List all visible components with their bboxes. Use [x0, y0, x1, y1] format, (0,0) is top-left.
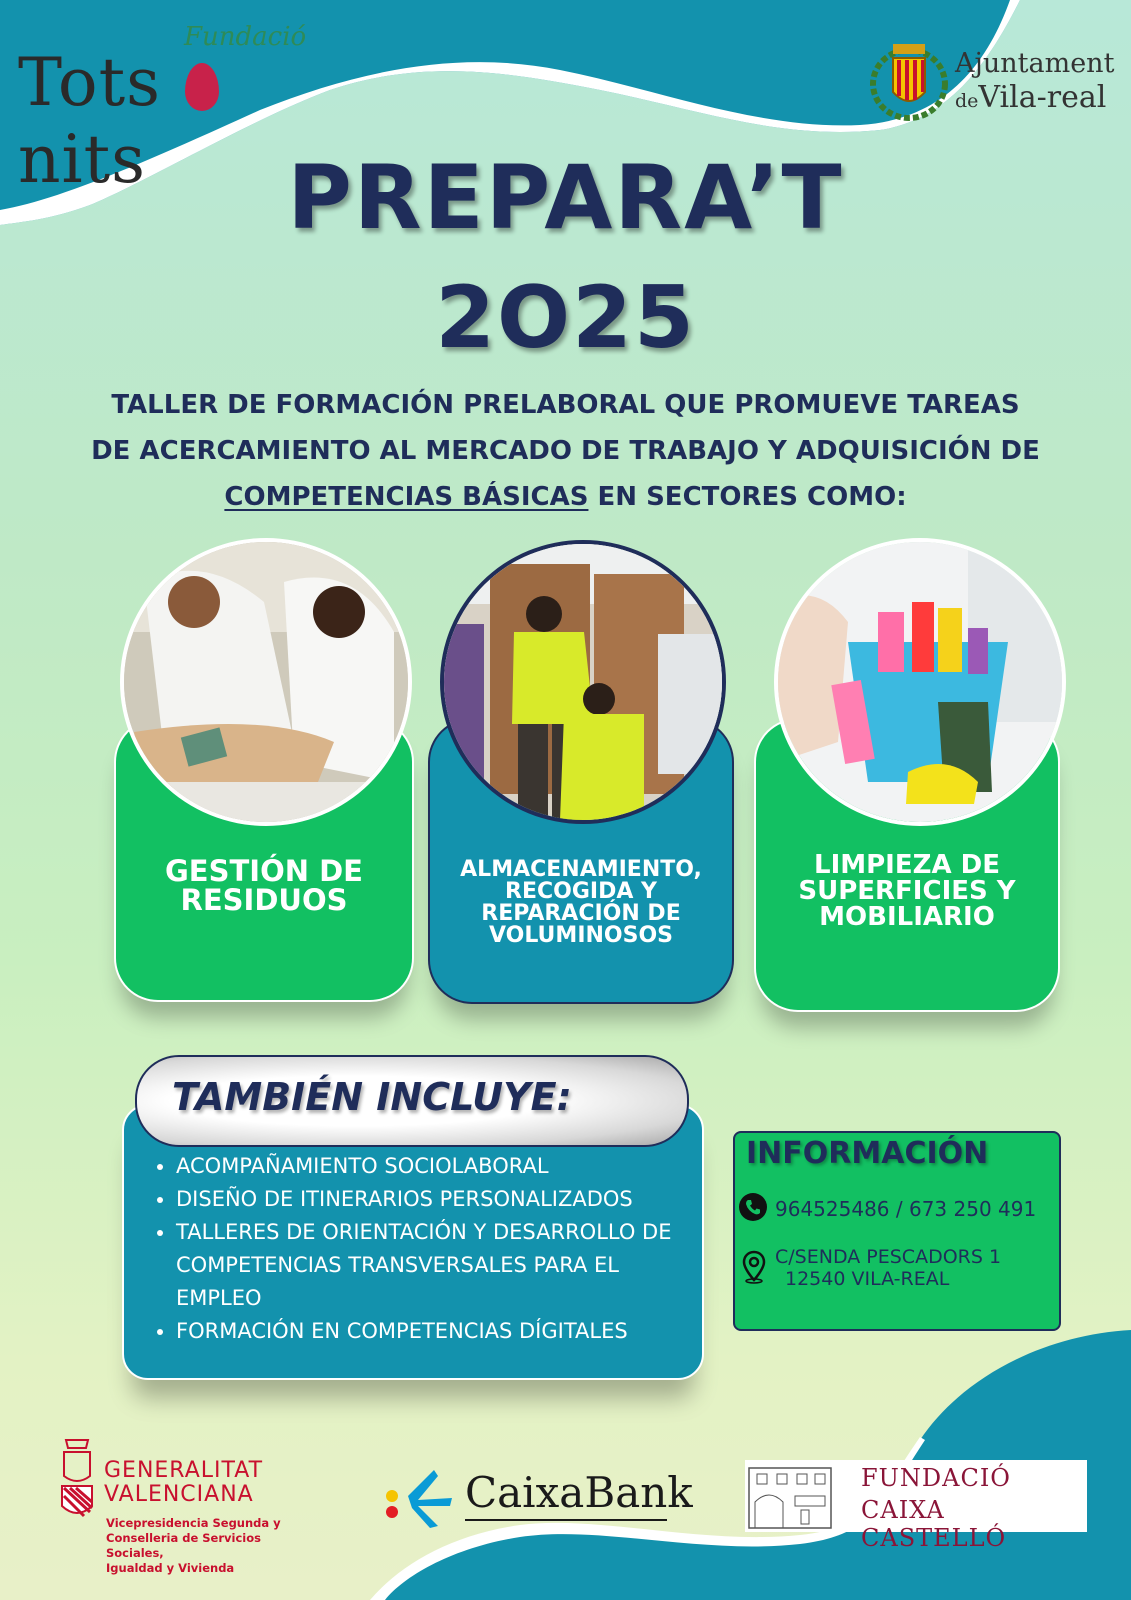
- info-title: INFORMACIÓN: [746, 1136, 989, 1171]
- vila-real-label: deVila-real: [955, 80, 1107, 115]
- subtitle-line-1: TALLER DE FORMACIÓN PRELABORAL QUE PROMUEVE TAREAS: [111, 390, 1020, 420]
- location-pin-icon: [742, 1250, 766, 1284]
- phone-icon: [738, 1192, 768, 1222]
- sector-label: ALMACENAMIENTO,: [460, 857, 702, 882]
- list-item: • TALLERES DE ORIENTACIÓN Y DESARROLLO DE COMPETENCIAS TRANSVERSALES PARA EL EMPLEO: [176, 1216, 696, 1315]
- tots-fundacio-label: Fundació: [184, 22, 307, 52]
- workers-assembling-wardrobe-image: [444, 544, 722, 820]
- address-line-2: 12540 VILA-REAL: [785, 1268, 950, 1290]
- sector-label: REPARACIÓN DE: [481, 901, 681, 926]
- units-word: nits: [18, 121, 147, 198]
- sector-label: GESTIÓN DE: [165, 854, 363, 888]
- list-item: • FORMACIÓN EN COMPETENCIAS DÍGITALES: [176, 1315, 696, 1348]
- sector-label: LIMPIEZA DE: [814, 850, 1000, 880]
- caixa-castello-label: CAIXA CASTELLÓ: [861, 1496, 1007, 1552]
- generalitat-logo: [52, 1436, 312, 1575]
- photo-residuos: [120, 538, 412, 826]
- sector-label: SUPERFICIES Y: [798, 876, 1016, 906]
- page-title: PREPARA’T: [287, 146, 844, 249]
- sector-label: RESIDUOS: [180, 883, 348, 917]
- sector-label: VOLUMINOSOS: [488, 923, 674, 948]
- generalitat-emblem-icon: [56, 1436, 98, 1522]
- fundacio-label: FUNDACIÓ: [861, 1464, 1011, 1492]
- building-icon: [747, 1462, 833, 1530]
- sector-label: MOBILIARIO: [819, 902, 995, 932]
- list-item: • ACOMPAÑAMIENTO SOCIOLABORAL: [176, 1150, 696, 1183]
- fundacio-caixa-castello-logo: [745, 1460, 1087, 1552]
- tambien-incluye-list: [150, 1150, 696, 1348]
- tots-units-logo: [14, 22, 307, 198]
- sector-label: RECOGIDA Y: [505, 879, 657, 904]
- drop-icon: [185, 63, 219, 111]
- subtitle-line-2: DE ACERCAMIENTO AL MERCADO DE TRABAJO Y ADQUISICIÓN DE: [91, 436, 1040, 466]
- subtitle-line-3: COMPETENCIAS BÁSICAS EN SECTORES COMO:: [224, 482, 907, 512]
- phone-number: 964525486 / 673 250 491: [775, 1197, 1037, 1221]
- ajuntament-logo: [859, 30, 1115, 130]
- generalitat-label: GENERALITAT: [104, 1458, 264, 1483]
- photo-voluminosos: [440, 540, 726, 824]
- subtitle: [70, 382, 1061, 520]
- workers-sanding-image: [124, 542, 408, 822]
- caixabank-wordmark: CaixaBank: [465, 1468, 693, 1517]
- valenciana-label: VALENCIANA: [104, 1482, 254, 1507]
- photo-limpieza: [774, 538, 1066, 826]
- list-item: • DISEÑO DE ITINERARIOS PERSONALIZADOS: [176, 1183, 696, 1216]
- tambien-incluye-title: TAMBIÉN INCLUYE:: [172, 1075, 572, 1119]
- page-year: 2O25: [435, 268, 696, 368]
- address-line-1: C/SENDA PESCADORS 1: [775, 1246, 1002, 1268]
- tots-word: Tots: [18, 44, 162, 121]
- coat-of-arms-icon: [869, 34, 949, 122]
- cleaning-bucket-image: [778, 542, 1062, 822]
- conselleria-label: Vicepresidencia Segunda y Conselleria de Servicios Sociales, Igualdad y Vivienda: [106, 1516, 281, 1575]
- caixabank-star-icon: [378, 1466, 454, 1528]
- ajuntament-label: Ajuntament: [955, 48, 1115, 79]
- caixabank-underline: [465, 1519, 667, 1521]
